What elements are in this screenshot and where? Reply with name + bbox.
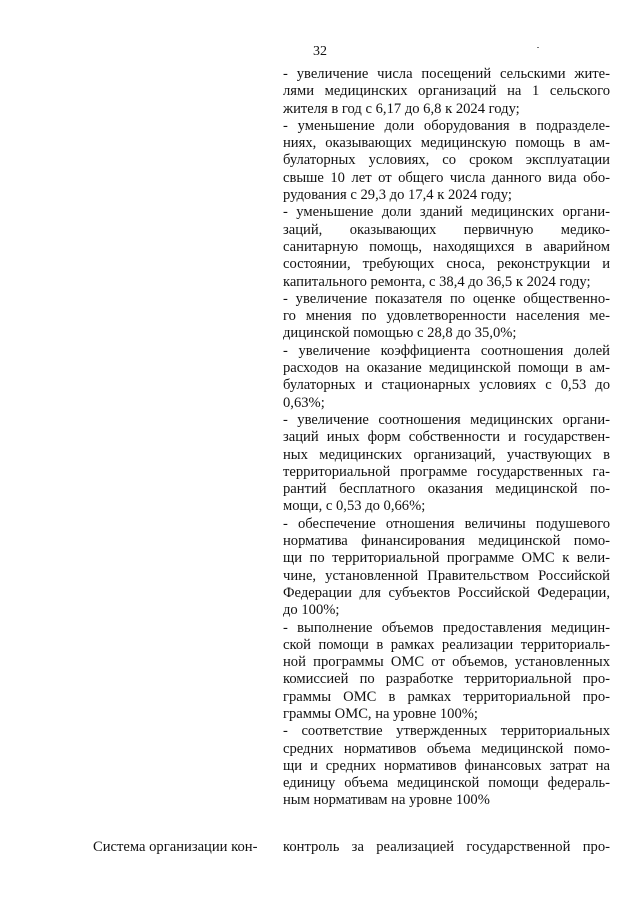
text-line: территориальной программе государственных га-: [283, 463, 610, 480]
list-item: [283, 516, 610, 620]
text-line: - выполнение объемов предоставления медицин-: [283, 619, 610, 636]
text-line: Федерации для субъектов Российской Федерации,: [283, 584, 610, 601]
text-line: булаторных и стационарных условиях с 0,53 до: [283, 377, 610, 394]
text-line: лями медицинских организаций на 1 сельского: [283, 83, 610, 100]
list-item: [283, 343, 610, 412]
text-line: свыше 10 лет от общего числа данного вида обо-: [283, 169, 610, 186]
text-line: щи и средних нормативов финансовых затрат на: [283, 757, 610, 774]
list-item: [283, 412, 610, 516]
text-line: заций, оказывающих первичную медико-: [283, 221, 610, 238]
text-line: ской помощи в рамках реализации территориаль-: [283, 636, 610, 653]
text-line: единицу объема медицинской помощи федераль-: [283, 775, 610, 792]
text-line: - увеличение коэффициента соотношения долей: [283, 342, 610, 359]
table-row-label: [93, 839, 273, 856]
text-line: 0,63%;: [283, 394, 325, 411]
text-line: - увеличение показателя по оценке общественно-: [283, 290, 610, 307]
scan-speck: [537, 47, 539, 48]
text-line: ным нормативам на уровне 100%: [283, 792, 490, 809]
text-line: расходов на оказание медицинской помощи в ам-: [283, 360, 610, 377]
text-line: санитарную помощь, находящихся в аварийном: [283, 238, 610, 255]
table-row-content: [283, 839, 610, 856]
text-line: - уменьшение доли оборудования в подразделе-: [283, 117, 610, 134]
text-line: заций иных форм собственности и государствен-: [283, 429, 610, 446]
text-line: граммы ОМС, на уровне 100%;: [283, 705, 478, 722]
text-line: - соответствие утвержденных территориальных: [283, 723, 610, 740]
text-line: ниях, оказывающих медицинскую помощь в ам-: [283, 135, 610, 152]
text-line: чине, установленной Правительством Российской: [283, 567, 610, 584]
text-line: комиссией по разработке территориальной про-: [283, 671, 610, 688]
text-line: граммы ОМС в рамках территориальной про-: [283, 688, 610, 705]
text-line: до 100%;: [283, 602, 340, 619]
list-item: [283, 291, 610, 343]
text-line: жителя в год с 6,17 до 6,8 к 2024 году;: [283, 100, 520, 117]
text-line: средних нормативов объема медицинской помо-: [283, 740, 610, 757]
text-line: рудования с 29,3 до 17,4 к 2024 году;: [283, 187, 512, 204]
text-line: состоянии, требующих сноса, реконструкции и: [283, 256, 610, 273]
text-line: норматива финансирования медицинской помо-: [283, 533, 610, 550]
list-item: [283, 723, 610, 809]
text-line: капитального ремонта, с 38,4 до 36,5 к 2024 году;: [283, 273, 591, 290]
text-line: ной программы ОМС от объемов, установленных: [283, 654, 610, 671]
list-item: [283, 204, 610, 290]
goals-list: [283, 66, 610, 810]
text-line: го мнения по удовлетворенности населения ме-: [283, 308, 610, 325]
text-line: ных медицинских организаций, участвующих в: [283, 446, 610, 463]
text-line: булаторных условиях, со сроком эксплуатации: [283, 152, 610, 169]
text-line: - обеспечение отношения величины подушевого: [283, 515, 610, 532]
text-line: - уменьшение доли зданий медицинских органи-: [283, 204, 610, 221]
page-number: 32: [313, 44, 327, 59]
list-item: [283, 66, 610, 118]
text-line: дицинской помощью с 28,8 до 35,0%;: [283, 325, 517, 342]
list-item: [283, 118, 610, 204]
row-content-text: контроль за реализацией государственной про-: [283, 839, 610, 855]
list-item: [283, 620, 610, 724]
text-line: мощи, с 0,53 до 0,66%;: [283, 498, 426, 515]
row-label-text: Система организации кон-: [93, 839, 258, 855]
text-line: - увеличение соотношения медицинских органи-: [283, 411, 610, 428]
text-line: рантий бесплатного оказания медицинской по-: [283, 481, 610, 498]
text-line: щи по территориальной программе ОМС к вели-: [283, 550, 610, 567]
text-line: - увеличение числа посещений сельскими жите-: [283, 66, 610, 82]
